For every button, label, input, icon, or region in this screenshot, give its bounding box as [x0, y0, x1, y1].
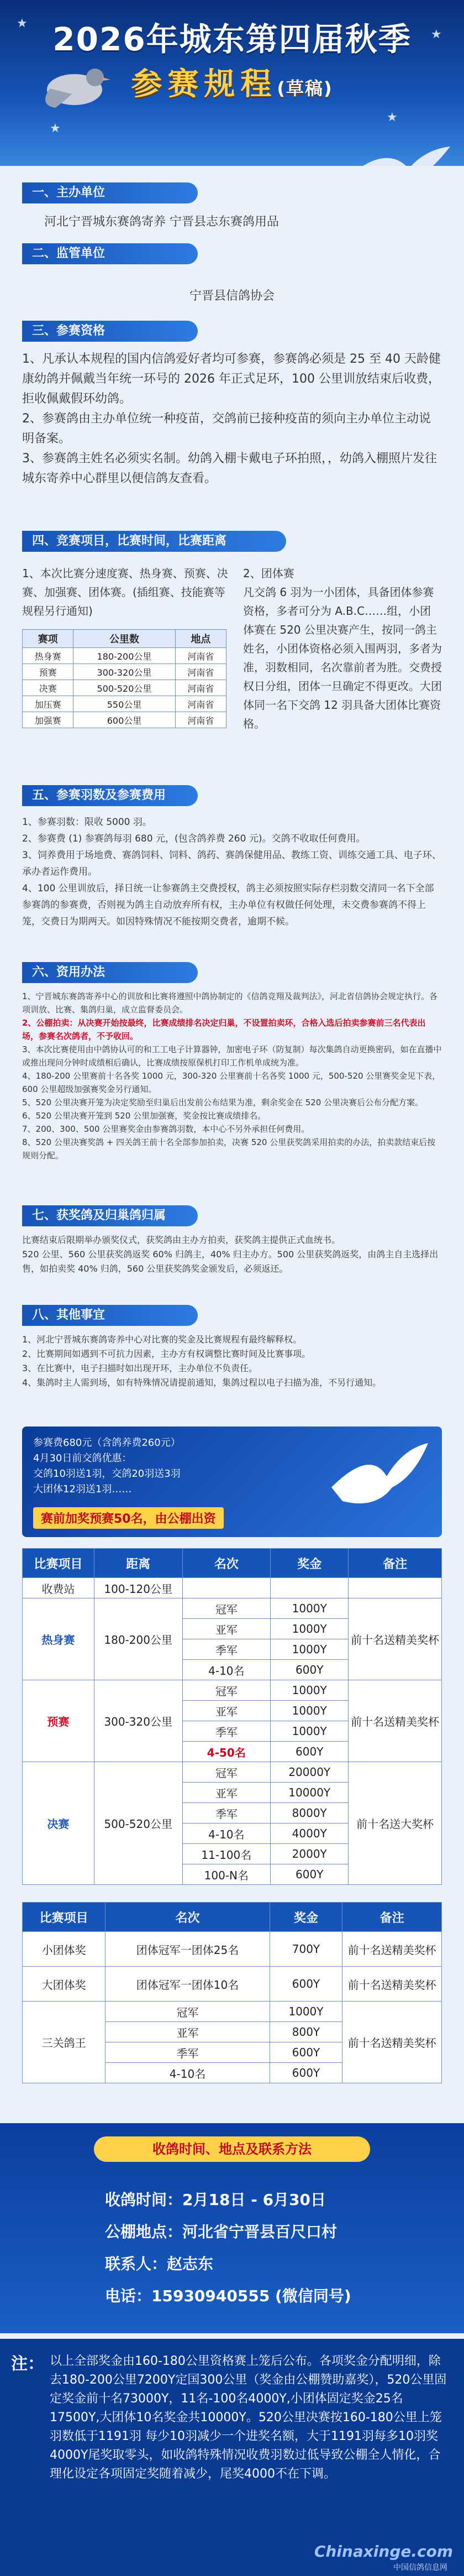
poster-header — [0, 0, 464, 166]
schedule-table — [22, 629, 226, 728]
prize-rule-6: 6、520 公里决赛开笼到 520 公里加强赛，奖金按比赛成绩排名。 — [22, 1111, 266, 1121]
section-heading: 一、主办单位 — [22, 182, 198, 203]
table-row: 决赛 500-520公里 冠军 20000Y 前十名送大奖杯 — [23, 1762, 442, 1783]
section-heading: 四、竞赛项目，比赛时间，比赛距离 — [22, 531, 286, 552]
table-row: 加强赛 600公里 河南省 — [23, 712, 226, 728]
section-heading: 二、监管单位 — [22, 243, 198, 264]
fee-rule-2: 2、参赛费 (1) 参赛鸽每羽 680 元，(包含鸽养费 260 元)。交鸽不收取任何费用。 — [22, 833, 366, 844]
section-schedule — [22, 531, 442, 730]
table-header: 比赛项目 — [23, 1903, 106, 1932]
other-rule-1: 1、河北宁晋城东赛鸽寄养中心对比赛的奖金及比赛规程有最终解释权。 — [22, 1334, 302, 1345]
section-supervisor — [22, 243, 442, 306]
other-rule-4: 4、集鸽时主人需到场，如有特殊情况请提前通知，集鸽过程以电子扫描为准，不另行通知。 — [22, 1377, 382, 1388]
other-rule-3: 3、在比赛中，电子扫描时如出现开环，主办单位不负责任。 — [22, 1363, 258, 1373]
fee-rule-4: 4、100 公里训放后，择日统一让参赛鸽主交费授权，鸽主必须按照实际存栏羽数交清同一名下全部参赛鸽的参赛费，否则视为鸽主自动放弃所有权，主办单位有权做任何处理，未交费参赛鸽不得上笼，交费日为期两天。如因特殊情况不能按期交费者，逾期不候。 — [22, 883, 434, 927]
section-entry-rules — [22, 321, 442, 489]
supervisor-text: 宁晋县信鸽协会 — [189, 289, 275, 303]
table-row: 季军 8000Y — [23, 1803, 442, 1823]
title-line1: 2026年城东第四届秋季 — [52, 20, 412, 58]
table-header: 地点 — [175, 630, 226, 648]
table-row: 小团体奖 团体冠军一团体25名 700Y 前十名送精美奖杯 — [23, 1932, 442, 1967]
table-header: 名次 — [182, 1549, 271, 1578]
table-row: 热身赛 180-200公里 冠军 1000Y 前十名送精美奖杯 — [23, 1598, 442, 1619]
table-row: 100-N名 600Y — [23, 1864, 442, 1885]
title-suffix: (草稿) — [277, 78, 333, 99]
contact-phone: 电话：15930940555 (微信同号) — [105, 2287, 351, 2305]
table-row: 4-10名 600Y — [23, 2063, 442, 2083]
title-main: 参赛规程 — [131, 66, 277, 102]
flying-dove-icon — [342, 138, 453, 166]
table-row: 亚军 1000Y — [23, 1619, 442, 1639]
watermark: Chinaxinge.com — [314, 2542, 453, 2561]
table-row: 4-10名 4000Y — [23, 1823, 442, 1844]
contact-person: 联系人：赵志东 — [105, 2255, 214, 2273]
table-row: 亚军 10000Y — [23, 1783, 442, 1803]
table-row: 11-100名 2000Y — [23, 1844, 442, 1864]
contact-panel — [0, 2123, 464, 2333]
fee-promo-box — [22, 1427, 442, 1537]
table-row: 三关鸽王 冠军 1000Y 前十名送精美奖杯 — [23, 2002, 442, 2022]
other-rule-2: 2、比赛期间如遇到不可抗力因素，主办方有权调整比赛时间及比赛事项。 — [22, 1349, 311, 1359]
star-icon: ★ — [431, 28, 442, 41]
table-header: 公里数 — [73, 630, 175, 648]
loft-address: 公棚地点：河北省宁晋县百尺口村 — [105, 2223, 338, 2241]
section-other — [22, 1305, 442, 1390]
entry-rule-1: 1、凡承认本规程的国内信鸽爱好者均可参赛，参赛鸽必须是 25 至 40 天龄健康幼鸽并佩戴当年统一环号的 2026 年正式足环，100 公里训放结束后收费，拒收佩戴假环幼鸽。 — [22, 352, 441, 406]
table-row: 决赛 500-520公里 河南省 — [23, 680, 226, 696]
table-row: 大团体奖 团体冠军一团体10名 600Y 前十名送精美奖杯 — [23, 1967, 442, 2002]
star-icon: ★ — [50, 122, 61, 135]
table-row: 收费站 100-120公里 — [23, 1578, 442, 1598]
prize-rule-1: 1、宁晋城东赛鸽寄养中心的训放和比赛将遵照中鸽协制定的《信鸽竞翔及裁判法》，河北省信鸽协会规定执行。各项训放、比赛、集鸽归巢，成立监督委员会。 — [22, 991, 438, 1015]
table-row: 预赛 300-320公里 冠军 1000Y 前十名送精美奖杯 — [23, 1680, 442, 1701]
prize-rule-3: 3、本次比赛使用由中鸽协认可的和工工电子计算器钟，加密电子环（防复制）每次集鸽自动更换密码，如在直播中或推出现问分钟时成绩相后确认，比赛成绩按原保机打印工作机单成统为准。 — [22, 1044, 442, 1068]
star-icon: ★ — [387, 111, 398, 124]
promo-text: 参赛费680元（含鸽养费260元） 4月30日前交鸽优惠： 交鸽10羽送1羽，交鸽20羽送3羽 大团体12羽送1羽…… — [33, 1437, 181, 1495]
table-header: 奖金 — [270, 1903, 342, 1932]
schedule-text: 1、本次比赛分速度赛、热身赛、预赛、决赛、加强赛、团体赛。(插组赛、技能赛等规程另行通知) — [22, 567, 228, 618]
table-row: 季军 600Y — [23, 2042, 442, 2063]
table-row: 季军 1000Y — [23, 1721, 442, 1742]
table-row: 亚军 800Y — [23, 2022, 442, 2042]
pickup-rule-1: 比赛结束后限期举办颁奖仪式，获奖鸽由主办方拍卖，获奖鸽主提供正式血统书。 — [22, 1235, 341, 1245]
organizer-text: 河北宁晋城东赛鸽寄养 宁晋县志东赛鸽用品 — [44, 215, 279, 229]
section-organizer — [22, 182, 442, 232]
fee-rule-1: 1、参赛羽数：限收 5000 羽。 — [22, 817, 152, 828]
team-prize-table — [22, 1902, 442, 2083]
section-heading: 八、其他事宜 — [22, 1305, 198, 1326]
table-row: 4-50名 600Y — [23, 1742, 442, 1762]
flying-dove-icon — [326, 1438, 431, 1520]
table-header: 备注 — [342, 1903, 442, 1932]
prize-table — [22, 1548, 442, 1885]
prize-rule-5: 5、520 公里决赛开笼为决定奖励至归巢后出发前公布结果为准，剩余奖金在 520 公里决赛后公布分配方案。 — [22, 1098, 424, 1107]
prize-rule-2: 2、公棚拍卖：从决赛开始按最终，比赛成绩排名决定归巢，不设置拍卖环，合格入选后拍卖参赛前三名代表出场，参赛名次鸽者，不予收回。 — [22, 1018, 426, 1041]
table-row: 热身赛 180-200公里 河南省 — [23, 648, 226, 664]
pigeon-icon — [33, 55, 116, 116]
entry-rule-2: 2、参赛鸽由主办单位统一种疫苗，交鸽前已接种疫苗的须向主办单位主动说明备案。 — [22, 412, 431, 446]
section-heading: 五、参赛羽数及参赛费用 — [22, 785, 198, 806]
table-header: 奖金 — [271, 1549, 349, 1578]
note-text: 以上全部奖金由160-180公里资格赛上笼后公布。各项奖金分配明细，除去180-200公里7200Y定国300公里（奖金由公棚赞助嘉奖），520公里固定奖金前十名73000Y，11名-100名4000Y,小团体固定奖金25名17500Y,大团体10名奖金共10000Y。520公里决赛按160-180公里上笼羽数低于1191羽 每少10羽减少一个进奖名额，大于1191羽每多10羽奖4000Y尾奖取零头，如收鸽特殊情况收费羽数过低导致公棚全人情化，合理化设定各项固定奖随着减少，尾奖4000不在下调。 — [50, 2354, 447, 2481]
table-header: 距离 — [94, 1549, 182, 1578]
table-header: 备注 — [349, 1549, 442, 1578]
table-row: 加压赛 550公里 河南省 — [23, 696, 226, 712]
section-heading: 六、资用办法 — [22, 962, 198, 983]
watermark-sub: 中国信鸽信息网 — [393, 2563, 447, 2572]
table-header: 比赛项目 — [23, 1549, 94, 1578]
table-header: 名次 — [106, 1903, 270, 1932]
team-title: 2、团体赛 — [243, 567, 294, 580]
prize-rule-7: 7、200、300、500 公里赛奖金由参赛鸽羽数，本中心不另外承担任何费用。 — [22, 1124, 310, 1134]
star-icon: ★ — [17, 17, 28, 30]
contact-heading: 收鸽时间、地点及联系方法 — [94, 2136, 370, 2162]
pickup-rule-2: 520 公里、560 公里获奖鸽返奖 60% 归鸽主，40% 归主办方。500 公里获奖鸽返奖，由鸽主自主选择出售，如拍卖奖 40% 归鸽，560 公里获奖鸽奖金颁发后，必须返还。 — [22, 1249, 439, 1274]
table-row: 季军 1000Y — [23, 1639, 442, 1660]
table-row: 预赛 300-320公里 河南省 — [23, 664, 226, 680]
prize-rule-8: 8、520 公里决赛奖鸽 + 四关鸽王前十名全部参加拍卖，决赛 520 公里获奖鸽采用拍卖的办法，拍卖款结束后按规则分配。 — [22, 1137, 436, 1161]
note-panel — [0, 2339, 464, 2576]
team-text: 凡交鸽 6 羽为一小团体，具备团体参赛资格，多者可分为 A.B.C……组，小团体赛在 520 公里决赛产生，按同一鸽主姓名，小团体资格必须入围两羽，多者为准，羽数相同，名次靠前者为胜。交费授权日分组，团体一旦确定不得更改。大团体同一名下交鸽 12 羽具备大团体比赛资格。 — [243, 586, 442, 730]
receive-time: 收鸽时间：2月18日 - 6月30日 — [105, 2191, 326, 2209]
section-fees — [22, 785, 442, 930]
prize-rule-4: 4、180-200 公里赛前十名各奖 1000 元，300-320 公里赛前十名各奖 1000 元，500-520 公里赛奖金见下表，600 公里超级加强赛奖金另行通知。 — [22, 1071, 441, 1094]
section-heading: 三、参赛资格 — [22, 321, 198, 342]
fee-rule-3: 3、饲养费用于场地费、赛鸽饲料、饲料、鸽药、赛鸽保健用品、教练工资、训练交通工具、电子环、承办者运作费用。 — [22, 850, 441, 877]
table-header: 赛项 — [23, 630, 73, 648]
table-row: 4-10名 600Y — [23, 1660, 442, 1680]
section-prize-method — [22, 962, 442, 1162]
section-heading: 七、获奖鸽及归巢鸽归属 — [22, 1205, 198, 1226]
section-prize-pickup — [22, 1205, 442, 1276]
promo-highlight: 赛前加奖预赛50名，由公棚出资 — [33, 1507, 224, 1529]
note-label: 注： — [11, 2354, 44, 2374]
table-row: 亚军 1000Y — [23, 1701, 442, 1721]
entry-rule-3: 3、参赛鸽主姓名必须实名制。幼鸽入棚卡戴电子环拍照，，幼鸽入棚照片发往城东寄养中心群里以便信鸽友查看。 — [22, 452, 437, 485]
